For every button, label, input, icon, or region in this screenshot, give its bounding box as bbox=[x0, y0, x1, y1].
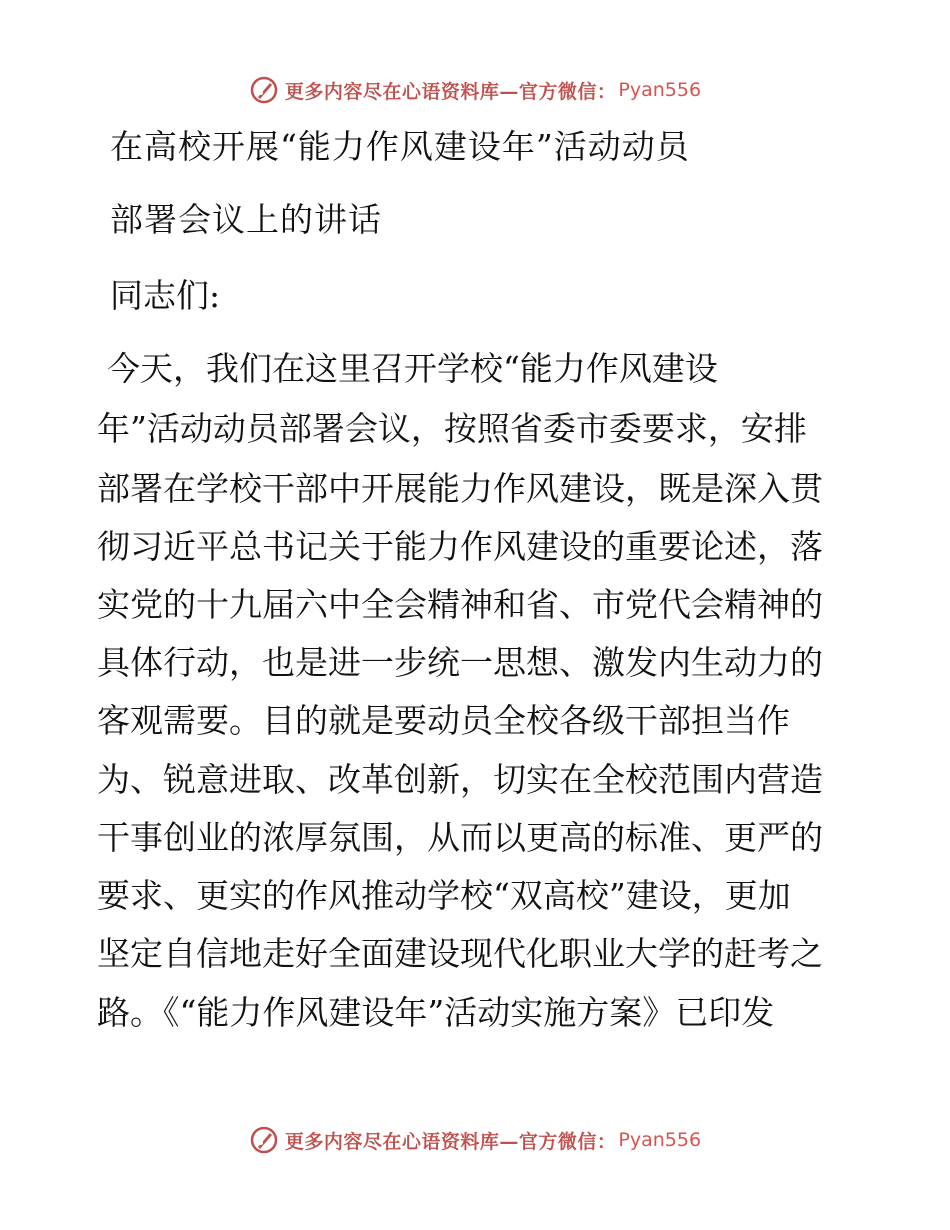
body-line: 部署在学校干部中开展能力作风建设，既是深入贯 bbox=[97, 469, 823, 508]
body-line: 具体行动，也是进一步统一思想、激发内生动力的 bbox=[97, 643, 823, 682]
banner-text: 更多内容尽在心语资料库—官方微信： bbox=[284, 1130, 617, 1153]
document-title-line-2: 部署会议上的讲话 bbox=[110, 200, 382, 239]
body-line: 路。《“能力作风建设年”活动实施方案》已印发 bbox=[97, 993, 775, 1032]
body-line: 年”活动动员部署会议，按照省委市委要求，安排 bbox=[97, 409, 807, 448]
banner-wechat-id: Pyan556 bbox=[618, 79, 702, 101]
body-line: 彻习近平总书记关于能力作风建设的重要论述，落 bbox=[97, 527, 823, 566]
body-line: 坚定自信地走好全面建设现代化职业大学的赶考之 bbox=[97, 934, 823, 973]
body-line: 为、锐意进取、改革创新，切实在全校范围内营造 bbox=[97, 760, 823, 799]
header-banner bbox=[0, 70, 950, 110]
body-line: 今天，我们在这里召开学校“能力作风建设 bbox=[107, 349, 718, 388]
document-title-line-1: 在高校开展“能力作风建设年”活动动员 bbox=[110, 127, 690, 166]
greeting: 同志们: bbox=[110, 276, 221, 315]
footer-banner bbox=[0, 1120, 950, 1160]
banner-wechat-id: Pyan556 bbox=[618, 1129, 702, 1151]
body-line: 要求、更实的作风推动学校“双高校”建设，更加 bbox=[97, 876, 791, 915]
body-line: 实党的十九届六中全会精神和省、市党代会精神的 bbox=[97, 585, 823, 624]
quill-circle-icon bbox=[249, 75, 279, 105]
quill-circle-icon bbox=[249, 1125, 279, 1155]
banner-text: 更多内容尽在心语资料库—官方微信： bbox=[284, 80, 617, 103]
body-line: 客观需要。目的就是要动员全校各级干部担当作 bbox=[97, 701, 790, 740]
body-line: 干事创业的浓厚氛围，从而以更高的标准、更严的 bbox=[97, 818, 823, 857]
